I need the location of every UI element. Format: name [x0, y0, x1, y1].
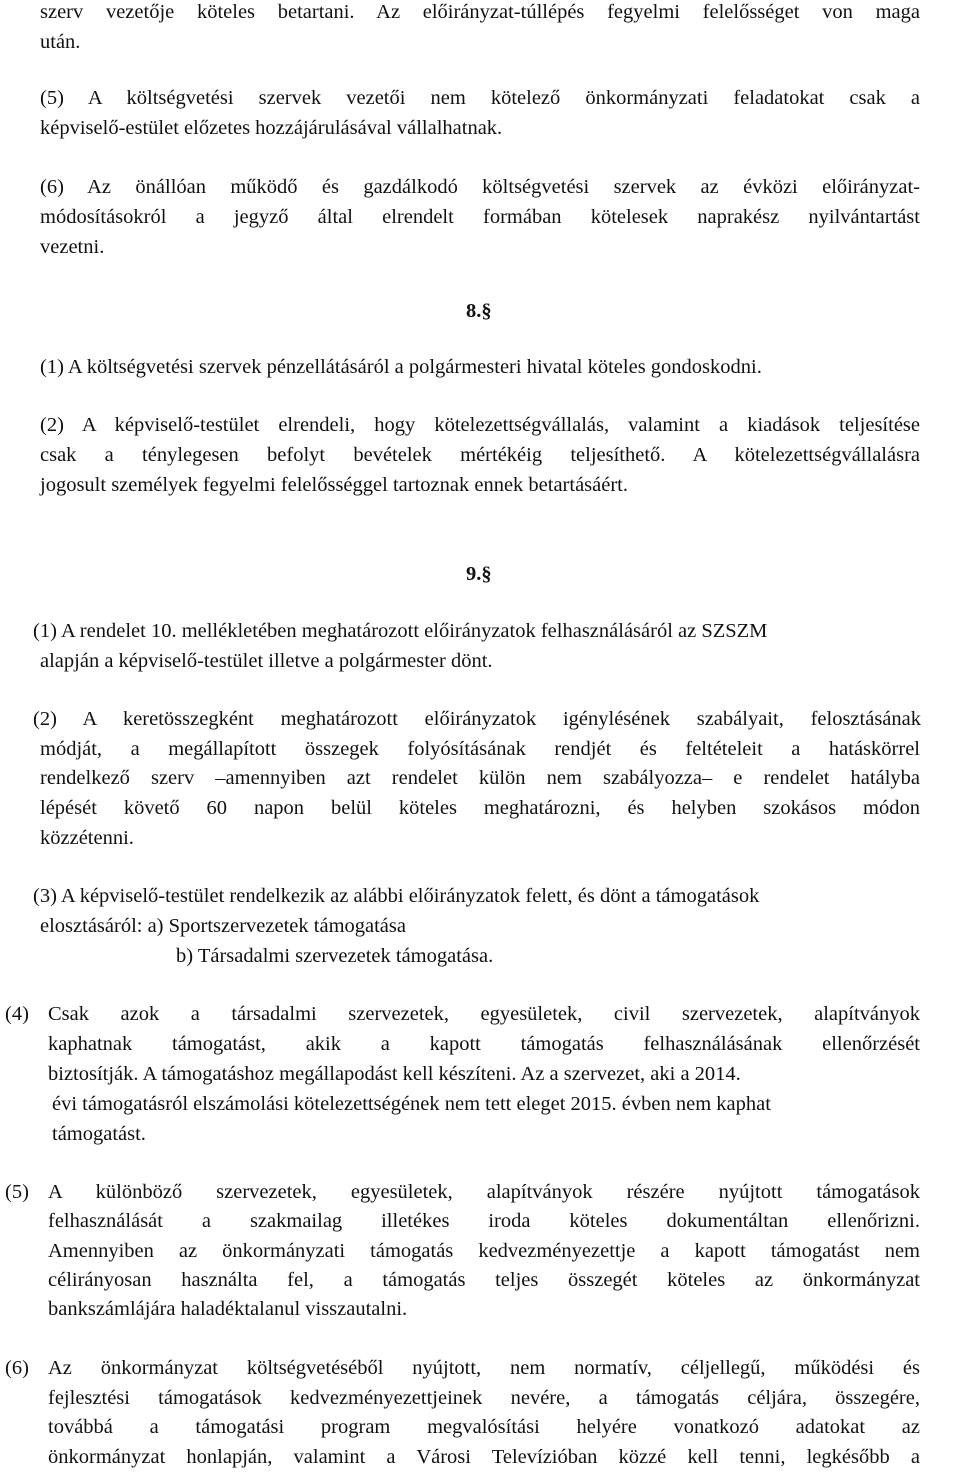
- paragraph-line: (6) Az önállóan működő és gazdálkodó költségvetési szervek az évközi előirányzat-: [40, 176, 920, 198]
- text-line: szerv vezetője köteles betartani. Az előirányzat-túllépés fegyelmi felelősséget von maga: [40, 1, 920, 23]
- paragraph-number: (6): [5, 1357, 29, 1379]
- paragraph-line: jogosult személyek fegyelmi felelősséggel tartoznak ennek betartásáért.: [40, 474, 629, 496]
- paragraph-number: (5): [5, 1181, 29, 1203]
- paragraph-line: A különböző szervezetek, egyesületek, alapítványok részére nyújtott támogatások: [48, 1181, 920, 1203]
- paragraph-number: (4): [5, 1003, 29, 1025]
- paragraph-line: továbbá a támogatási program megvalósítási helyére vonatkozó adatokat az: [48, 1416, 920, 1438]
- paragraph-number: (1): [33, 620, 57, 642]
- section-heading: 8.§: [466, 300, 492, 322]
- paragraph-line: lépését követő 60 napon belül köteles meghatározni, és helyben szokásos módon: [40, 797, 920, 819]
- paragraph-line: módját, a megállapított összegek folyósításának rendjét és feltételeit a hatáskörrel: [40, 738, 920, 760]
- paragraph-line: kaphatnak támogatást, akik a kapott támogatás felhasználásának ellenőrzését: [48, 1033, 920, 1055]
- paragraph-line: vezetni.: [40, 236, 105, 258]
- paragraph-line: Amennyiben az önkormányzati támogatás kedvezményezettje a kapott támogatást nem: [48, 1240, 920, 1262]
- paragraph-line: Az önkormányzat költségvetéséből nyújtott, nem normatív, céljellegű, működési és: [48, 1357, 920, 1379]
- paragraph-line: (1) A költségvetési szervek pénzellátásáról a polgármesteri hivatal köteles gondoskodni.: [40, 356, 762, 378]
- paragraph-line: támogatást.: [52, 1123, 146, 1145]
- paragraph-line: alapján a képviselő-testület illetve a polgármester dönt.: [40, 650, 493, 672]
- paragraph-line: képviselő-estület előzetes hozzájárulásával vállalhatnak.: [40, 117, 503, 139]
- paragraph-line: biztosítják. A támogatáshoz megállapodást kell készíteni. Az a szervezet, aki a 2014.: [48, 1063, 741, 1085]
- paragraph-line: (2) A keretösszegként meghatározott előirányzatok igénylésének szabályait, felosztásának: [33, 708, 921, 730]
- paragraph-line: felhasználását a szakmailag illetékes iroda köteles dokumentáltan ellenőrizni.: [48, 1210, 920, 1232]
- paragraph-line: elosztásáról: a) Sportszervezetek támogatása: [40, 915, 406, 937]
- paragraph-line: módosításokról a jegyző által elrendelt formában kötelesek naprakész nyilvántartást: [40, 206, 920, 228]
- paragraph-line: fejlesztési támogatások kedvezményezettjeinek nevére, a támogatás céljára, összegére,: [48, 1387, 920, 1409]
- paragraph-line: (5) A költségvetési szervek vezetői nem kötelező önkormányzati feladatokat csak a: [40, 87, 920, 109]
- paragraph-line: (2) A képviselő-testület elrendeli, hogy kötelezettségvállalás, valamint a kiadások teljesítése: [40, 414, 920, 436]
- paragraph-line: b) Társadalmi szervezetek támogatása.: [176, 945, 494, 967]
- paragraph-line: A rendelet 10. mellékletében meghatározott előirányzatok felhasználásáról az SZSZM: [61, 620, 768, 642]
- paragraph-line: célirányosan használta fel, a támogatás teljes összegét köteles az önkormányzat: [48, 1269, 920, 1291]
- paragraph-line: (3) A képviselő-testület rendelkezik az alábbi előirányzatok felett, és dönt a támogatások: [33, 885, 760, 907]
- paragraph-line: Csak azok a társadalmi szervezetek, egyesületek, civil szervezetek, alapítványok: [48, 1003, 920, 1025]
- section-heading: 9.§: [466, 563, 492, 585]
- paragraph-line: bankszámlájára haladéktalanul visszautalni.: [48, 1298, 408, 1320]
- paragraph-line: önkormányzat honlapján, valamint a Városi Televízióban közzé kell tenni, legkésőbb a: [48, 1446, 920, 1468]
- paragraph-line: rendelkező szerv –amennyiben azt rendelet külön nem szabályozza– e rendelet hatályba: [40, 767, 920, 789]
- paragraph-line: csak a ténylegesen befolyt bevételek mértékéig teljesíthető. A kötelezettségvállalásra: [40, 444, 920, 466]
- paragraph-line: közzétenni.: [40, 827, 134, 849]
- text-line: után.: [40, 31, 81, 53]
- paragraph-line: évi támogatásról elszámolási kötelezettségének nem tett eleget 2015. évben nem kaphat: [52, 1093, 771, 1115]
